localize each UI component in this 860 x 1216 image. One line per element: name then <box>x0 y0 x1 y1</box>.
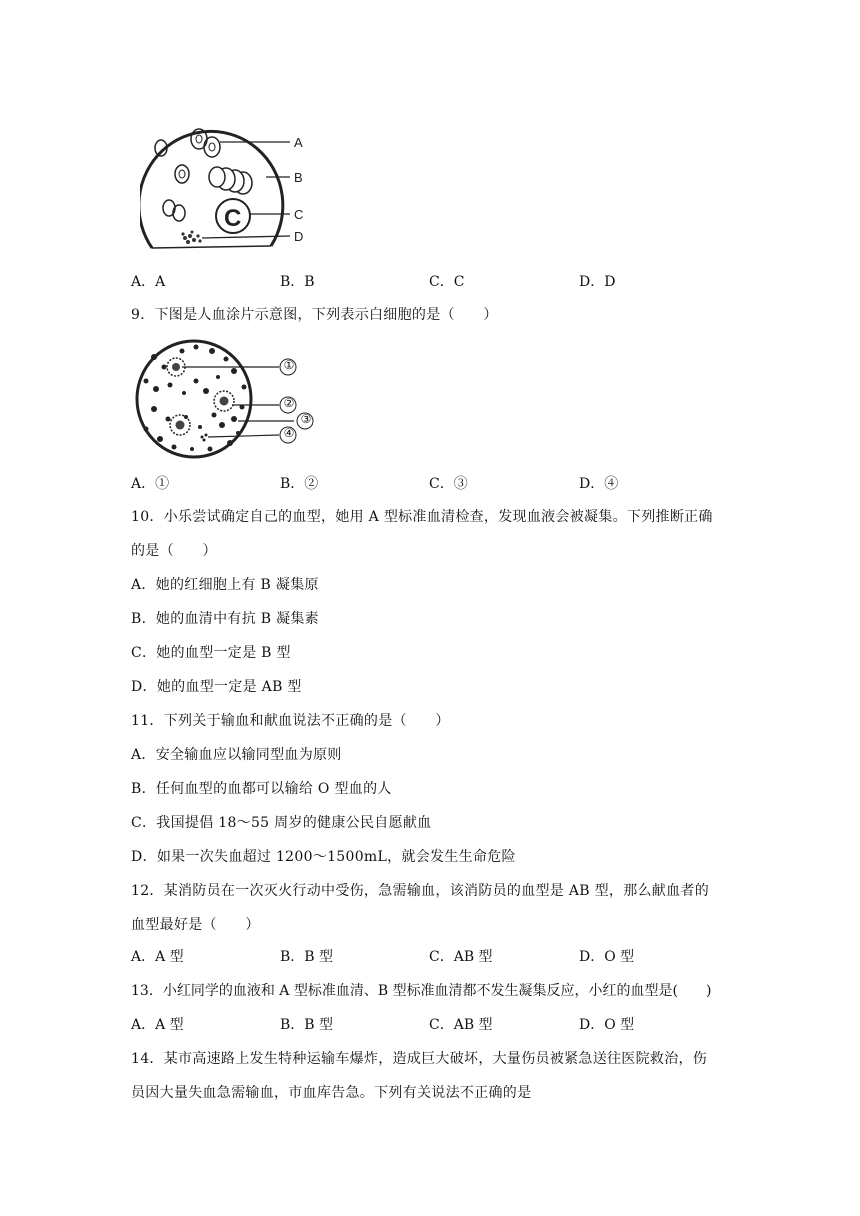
q11-option-b[interactable]: B．任何血型的血都可以输给 O 型血的人 <box>131 781 392 797</box>
q13-option-c[interactable]: C．AB 型 <box>429 1017 493 1033</box>
q13-option-a[interactable]: A．A 型 <box>131 1017 184 1033</box>
q14-stem-line1: 14．某市高速路上发生特种运输车爆炸，造成巨大破坏，大量伤员被紧急送往医院救治，伤 <box>131 1051 708 1067</box>
fig2-circled-3: ③ <box>300 412 312 426</box>
q13-option-d[interactable]: D．O 型 <box>579 1017 635 1033</box>
q10-stem-line1: 10．小乐尝试确定自己的血型，她用 A 型标准血清检查，发现血液会被凝集。下列推断正确 <box>131 509 713 525</box>
q12-option-b[interactable]: B．B 型 <box>280 949 334 965</box>
label-a: A <box>294 135 303 150</box>
q12-stem-line2: 血型最好是（ ） <box>131 917 260 933</box>
fig2-circled-1: ① <box>283 358 295 372</box>
q9-option-a[interactable]: A．① <box>131 476 170 492</box>
label-b: B <box>294 170 303 185</box>
q11-option-a[interactable]: A．安全输血应以输同型血为原则 <box>131 747 342 763</box>
q12-option-c[interactable]: C．AB 型 <box>429 949 493 965</box>
q8-option-c[interactable]: C．C <box>429 274 465 290</box>
label-d: D <box>294 229 304 244</box>
q9-option-b[interactable]: B．② <box>280 476 319 492</box>
q11-stem: 11．下列关于输血和献血说法不正确的是（ ） <box>131 713 450 729</box>
fig2-circled-2: ② <box>283 396 295 410</box>
q12-option-d[interactable]: D．O 型 <box>579 949 635 965</box>
q8-option-a[interactable]: A．A <box>131 274 166 290</box>
q9-stem: 9．下图是人血涂片示意图，下列表示白细胞的是（ ） <box>131 307 498 323</box>
fig2-circled-4: ④ <box>283 426 295 440</box>
q12-option-a[interactable]: A．A 型 <box>131 949 184 965</box>
blood-smear-figure-1 <box>140 118 350 258</box>
q13-option-b[interactable]: B．B 型 <box>280 1017 334 1033</box>
q10-option-a[interactable]: A．她的红细胞上有 B 凝集原 <box>131 577 319 593</box>
q11-option-c[interactable]: C．我国提倡 18～55 周岁的健康公民自愿献血 <box>131 815 432 831</box>
q10-option-b[interactable]: B．她的血清中有抗 B 凝集素 <box>131 611 319 627</box>
white-cell-letter: C <box>224 205 242 232</box>
q14-stem-line2: 员因大量失血急需输血，市血库告急。下列有关说法不正确的是 <box>131 1085 532 1101</box>
q11-option-d[interactable]: D．如果一次失血超过 1200～1500mL，就会发生生命危险 <box>131 849 516 865</box>
q9-option-c[interactable]: C．③ <box>429 476 468 492</box>
label-c: C <box>294 207 304 222</box>
q10-stem-line2: 的是（ ） <box>131 543 217 559</box>
q10-option-c[interactable]: C．她的血型一定是 B 型 <box>131 645 291 661</box>
q8-option-b[interactable]: B．B <box>280 274 315 290</box>
q12-stem-line1: 12．某消防员在一次灭火行动中受伤，急需输血，该消防员的血型是 AB 型，那么献血者的 <box>131 883 710 899</box>
q10-option-d[interactable]: D．她的血型一定是 AB 型 <box>131 679 302 695</box>
q9-option-d[interactable]: D．④ <box>579 476 619 492</box>
q13-stem: 13．小红同学的血液和 A 型标准血清、B 型标准血清都不发生凝集反应，小红的血型是( ) <box>131 983 712 999</box>
q8-option-d[interactable]: D．D <box>579 274 616 290</box>
